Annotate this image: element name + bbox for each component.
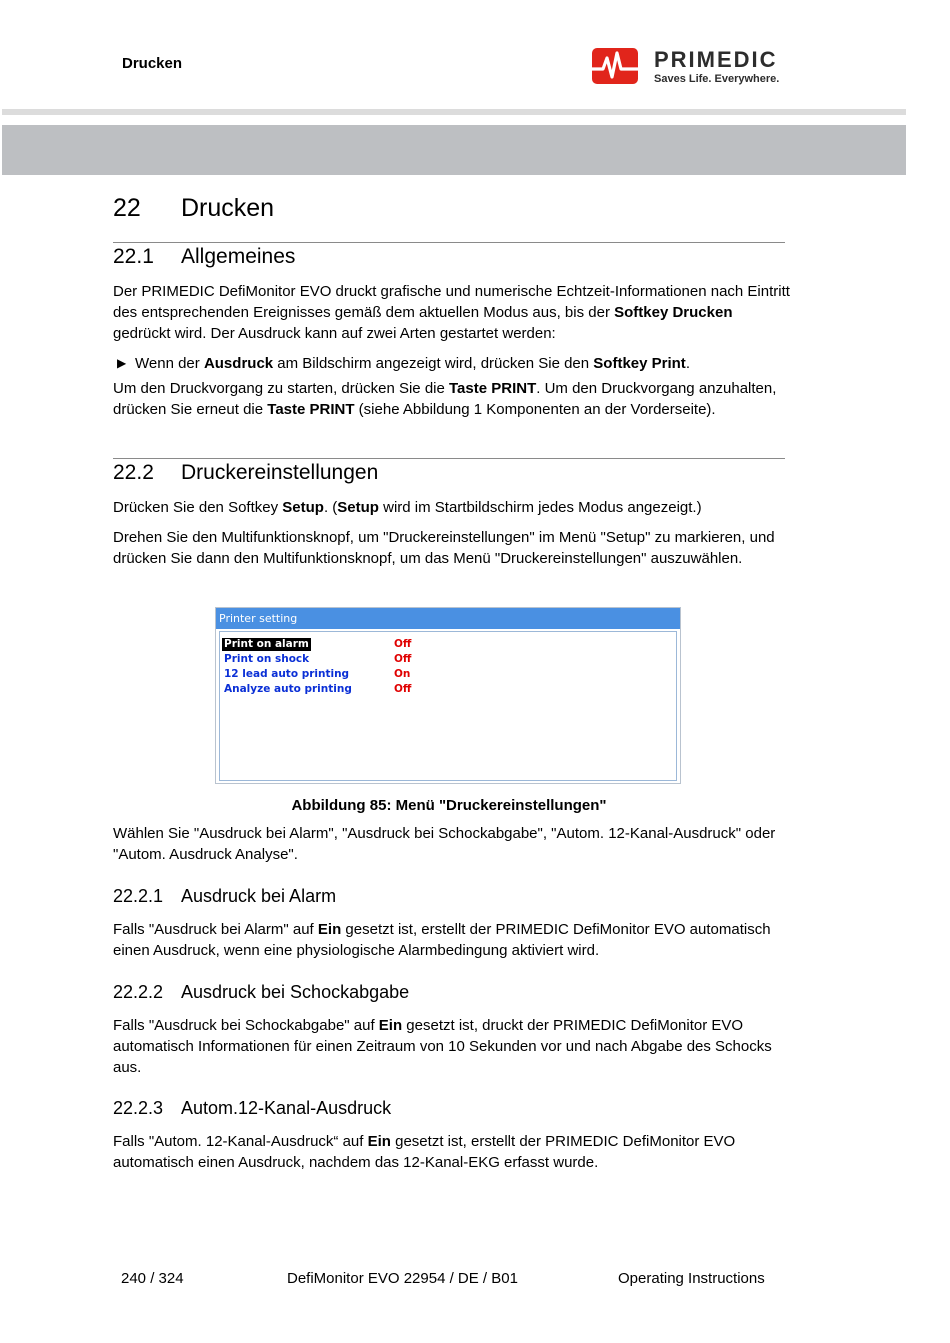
section-heading-22-1 (113, 245, 295, 269)
paragraph (113, 919, 793, 961)
menu-row-value: Off (394, 653, 412, 665)
bold-text-run: Ausdruck (203, 355, 274, 372)
printer-setting-screenshot (215, 607, 681, 784)
footer-document-id: DefiMonitor EVO 22954 / DE / B01 (287, 1270, 518, 1287)
subsection-heading-22-2-3 (113, 1098, 391, 1119)
section-title: Allgemeines (181, 245, 296, 268)
menu-row-label: Analyze auto printing (224, 683, 352, 695)
section-title: Druckereinstellungen (181, 461, 379, 484)
paragraph (113, 378, 793, 420)
text-run: . Um den Druckvorgang anzuhalten, drücken Sie erneut die (113, 380, 777, 418)
bold-text-run: Softkey Drucken (614, 304, 733, 321)
section-divider (113, 242, 785, 243)
text-run: gesetzt ist, erstellt der PRIMEDIC DefiMonitor EVO automatisch einen Ausdruck, nachdem das 12-Kanal-EKG erfasst wurde. (113, 1133, 736, 1171)
section-heading-22-2 (113, 461, 378, 485)
paragraph (113, 497, 793, 518)
bullet-arrow-icon: ▶ (117, 356, 127, 370)
chapter-number: 22 (113, 194, 141, 222)
menu-row-label: Print on shock (224, 653, 310, 665)
section-title: Ausdruck bei Alarm (181, 886, 337, 906)
paragraph (113, 1015, 793, 1078)
paragraph (113, 823, 793, 865)
bullet-item (135, 353, 795, 374)
text-run: Falls "Autom. 12-Kanal-Ausdruck“ auf (113, 1133, 368, 1150)
menu-row-label: Print on alarm (224, 638, 309, 650)
text-run: Um den Druckvorgang zu starten, drücken Sie die (113, 380, 449, 397)
figure-caption: Abbildung 85: Menü "Druckereinstellungen" (291, 797, 607, 814)
text-run: gedrückt wird. Der Ausdruck kann auf zwei Arten gestartet werden: (113, 325, 556, 342)
primedic-logo (592, 46, 782, 88)
bold-text-run: Taste PRINT (449, 380, 537, 397)
bold-text-run: Setup (282, 499, 324, 516)
text-run: Falls "Ausdruck bei Alarm" auf (113, 921, 318, 938)
menu-row-label: 12 lead auto printing (224, 668, 350, 680)
section-number: 22.1 (113, 245, 154, 268)
paragraph (113, 527, 793, 569)
menu-row-value: Off (394, 638, 412, 650)
bold-text-run: Setup (337, 499, 379, 516)
logo-tagline: Saves Life. Everywhere. (654, 73, 780, 85)
menu-row-value: Off (394, 683, 412, 695)
header-rule (2, 109, 906, 115)
bold-text-run: Ein (367, 1133, 391, 1150)
text-run: Drehen Sie den Multifunktionsknopf, um "Druckereinstellungen" im Menü "Setup" zu markieren, und drücken Sie dann den Multifunktionsknopf, um das Menü "Druckereinstellungen" auszuwählen. (113, 529, 775, 567)
section-number: 22.2.2 (113, 982, 164, 1002)
footer-page-number: 240 / 324 (121, 1270, 184, 1287)
section-number: 22.2 (113, 461, 154, 484)
section-number: 22.2.3 (113, 1098, 164, 1118)
text-run: am Bildschirm angezeigt wird, drücken Sie den (273, 355, 594, 372)
text-run: . (685, 355, 690, 372)
subsection-heading-22-2-2 (113, 982, 409, 1003)
text-run: gesetzt ist, druckt der PRIMEDIC DefiMonitor EVO automatisch Informationen für einen Zeitraum von 10 Sekunden vor und nach Abgabe des Schocks aus. (113, 1017, 772, 1076)
header-band (2, 125, 906, 175)
text-run: Drücken Sie den Softkey (113, 499, 283, 516)
header-section-title: Drucken (122, 55, 183, 72)
text-run: gesetzt ist, erstellt der PRIMEDIC DefiMonitor EVO automatisch einen Ausdruck, wenn eine physiologische Alarmbedingung aktiviert wird. (113, 921, 771, 959)
chapter-title: Drucken (181, 194, 275, 222)
text-run: Falls "Ausdruck bei Schockabgabe" auf (113, 1017, 379, 1034)
logo-name: PRIMEDIC (654, 47, 778, 72)
chapter-heading (113, 194, 274, 223)
menu-title: Printer setting (216, 608, 680, 629)
text-run: Der PRIMEDIC DefiMonitor EVO druckt grafische und numerische Echtzeit-Informationen nach Eintritt des entsprechenden Ereignisses gemäß dem aktuellen Modus aus, bis der (113, 283, 790, 321)
text-run: Wählen Sie "Ausdruck bei Alarm", "Ausdruck bei Schockabgabe", "Autom. 12-Kanal-Ausdruck" oder "Autom. Ausdruck Analyse". (113, 825, 776, 863)
section-number: 22.2.1 (113, 886, 164, 906)
section-divider (113, 458, 785, 459)
subsection-heading-22-2-1 (113, 886, 336, 907)
heartbeat-logo-icon (592, 48, 638, 84)
footer-document-type: Operating Instructions (618, 1270, 765, 1287)
paragraph (113, 281, 793, 344)
bold-text-run: Ein (317, 921, 342, 938)
menu-row-value: On (394, 668, 411, 680)
section-title: Autom.12-Kanal-Ausdruck (181, 1098, 392, 1118)
text-run: Wenn der (135, 355, 204, 372)
menu-body (219, 631, 677, 781)
bold-text-run: Ein (378, 1017, 403, 1034)
text-run: (siehe Abbildung 1 Komponenten an der Vorderseite). (354, 401, 716, 418)
text-run: . ( (323, 499, 338, 516)
bold-text-run: Softkey Print (593, 355, 686, 372)
paragraph (113, 1131, 793, 1173)
bold-text-run: Taste PRINT (267, 401, 355, 418)
section-title: Ausdruck bei Schockabgabe (181, 982, 410, 1002)
text-run: wird im Startbildschirm jedes Modus angezeigt.) (378, 499, 702, 516)
